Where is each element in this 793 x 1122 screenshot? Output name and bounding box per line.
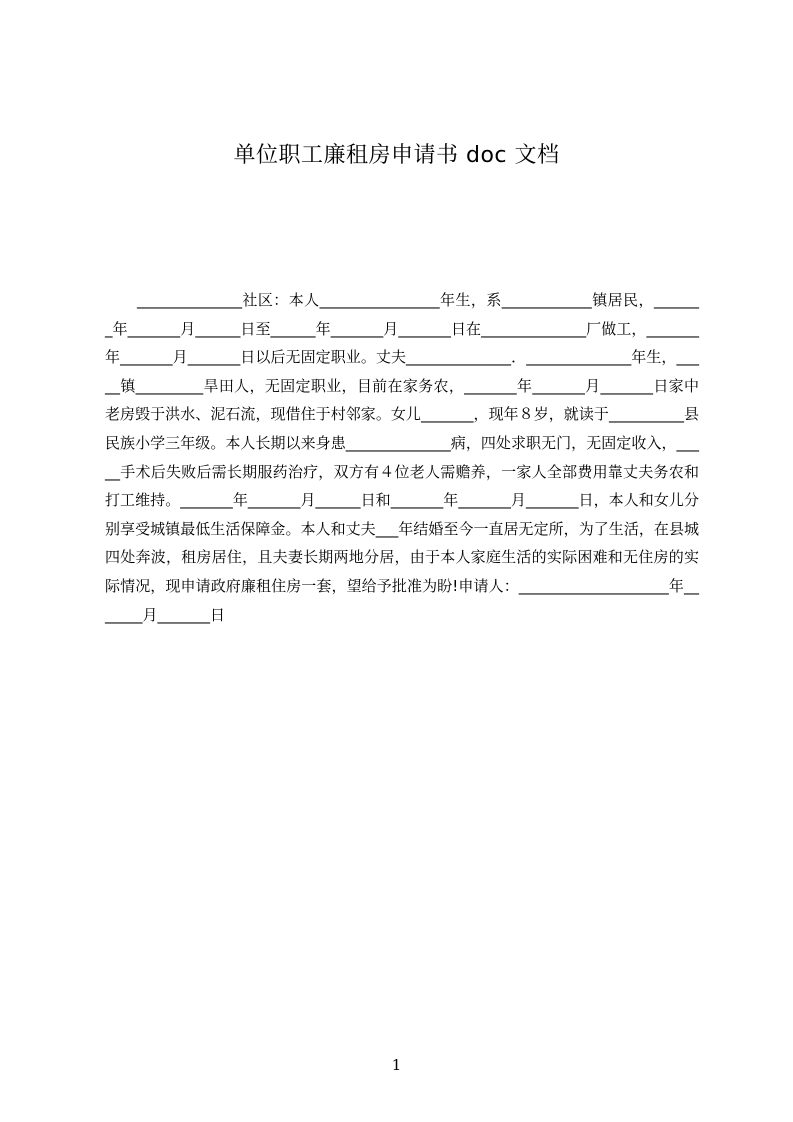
application-body-paragraph: ______________社区：本人________________年生，系____________镇居民，_______年_______月______日至______年_______月_______日在______________厂做工，_______年_______月_______日以后无固定职业。丈夫______________．______________年生，_____镇_________旱田人，无固定职业，目前在家务农，_______年_______月_______日家中老房毁于洪水、泥石流，现借住于村邻家。女儿_______，现年８岁，就读于__________县民族小学三年级。本人长期以来身患______________病，四处求职无门，无固定收入，_____手术后失败后需长期服药治疗，双方有４位老人需赡养，一家人全部费用靠丈夫务农和打工维持。_______年_______月______日和_______年_______月_______日，本人和女儿分别享受城镇最低生活保障金。本人和丈夫___年结婚至今一直居无定所，为了生活，在县城四处奔波，租房居住，且夫妻长期两地分居，由于本人家庭生活的实际困难和无住房的实际情况，现申请政府廉租住房一套，望给予批准为盼!申请人：____________________年_______月_______日 [105, 291, 699, 624]
page-number: 1 [391, 1056, 402, 1074]
page-title: 单位职工廉租房申请书 doc 文档 [233, 143, 560, 168]
